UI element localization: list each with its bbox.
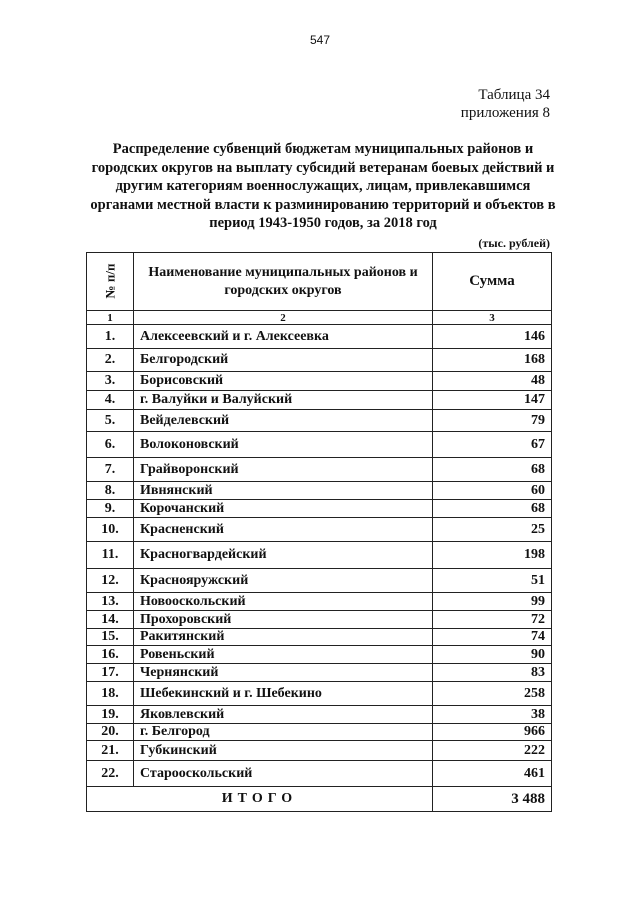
row-name: Прохоровский: [134, 611, 433, 629]
row-number: 8.: [87, 482, 134, 500]
row-number: 2.: [87, 349, 134, 372]
row-value: 146: [433, 325, 552, 349]
row-value: 79: [433, 410, 552, 432]
total-row: [87, 787, 552, 812]
table-row: [87, 500, 552, 518]
row-number: 5.: [87, 410, 134, 432]
row-number: 1.: [87, 325, 134, 349]
row-name: Краснояружский: [134, 569, 433, 593]
row-number: 6.: [87, 432, 134, 458]
row-value: 72: [433, 611, 552, 629]
row-value: 68: [433, 500, 552, 518]
row-number: 10.: [87, 518, 134, 542]
table-row: [87, 518, 552, 542]
header-num: [87, 253, 134, 311]
units-note: (тыс. рублей): [478, 236, 550, 250]
row-name: Губкинский: [134, 741, 433, 761]
row-number: 7.: [87, 458, 134, 482]
row-value: 99: [433, 593, 552, 611]
row-name: Корочанский: [134, 500, 433, 518]
table-row: [87, 593, 552, 611]
row-value: 222: [433, 741, 552, 761]
subvention-table: [86, 252, 552, 812]
row-number: 21.: [87, 741, 134, 761]
row-value: 48: [433, 372, 552, 391]
row-value: 38: [433, 706, 552, 724]
table-row: [87, 724, 552, 741]
table-caption-line2: приложения 8: [460, 105, 550, 121]
row-name: Вейделевский: [134, 410, 433, 432]
table-row: [87, 682, 552, 706]
total-label: ИТОГО: [87, 787, 433, 812]
row-number: 19.: [87, 706, 134, 724]
row-value: 168: [433, 349, 552, 372]
row-name: Шебекинский и г. Шебекино: [134, 682, 433, 706]
row-value: 966: [433, 724, 552, 741]
row-value: 74: [433, 629, 552, 646]
table-row: [87, 706, 552, 724]
col-index-2: 2: [134, 311, 433, 325]
row-name: Старооскольский: [134, 761, 433, 787]
row-number: 9.: [87, 500, 134, 518]
column-index-row: [87, 311, 552, 325]
row-value: 258: [433, 682, 552, 706]
table-row: [87, 372, 552, 391]
row-value: 60: [433, 482, 552, 500]
row-number: 18.: [87, 682, 134, 706]
col-index-3: 3: [433, 311, 552, 325]
row-name: г. Белгород: [134, 724, 433, 741]
row-name: Чернянский: [134, 664, 433, 682]
row-name: Красненский: [134, 518, 433, 542]
table-row: [87, 741, 552, 761]
row-number: 20.: [87, 724, 134, 741]
table-header-row: [87, 253, 552, 311]
row-number: 16.: [87, 646, 134, 664]
row-name: Ракитянский: [134, 629, 433, 646]
row-number: 3.: [87, 372, 134, 391]
header-name: Наименование муниципальных районов и городских округов: [134, 253, 433, 311]
table-row: [87, 410, 552, 432]
row-name: г. Валуйки и Валуйский: [134, 391, 433, 410]
table-row: [87, 432, 552, 458]
row-value: 51: [433, 569, 552, 593]
row-number: 14.: [87, 611, 134, 629]
table-body: [87, 325, 552, 787]
table-row: [87, 458, 552, 482]
row-name: Грайворонский: [134, 458, 433, 482]
row-name: Новооскольский: [134, 593, 433, 611]
row-number: 12.: [87, 569, 134, 593]
table-row: [87, 569, 552, 593]
col-index-1: 1: [87, 311, 134, 325]
row-name: Ровеньский: [134, 646, 433, 664]
row-number: 22.: [87, 761, 134, 787]
row-value: 90: [433, 646, 552, 664]
header-sum: Сумма: [433, 253, 552, 311]
page-number: 547: [309, 33, 331, 47]
row-value: 198: [433, 542, 552, 569]
row-name: Красногвардейский: [134, 542, 433, 569]
row-name: Ивнянский: [134, 482, 433, 500]
row-value: 147: [433, 391, 552, 410]
row-value: 25: [433, 518, 552, 542]
row-value: 68: [433, 458, 552, 482]
row-name: Белгородский: [134, 349, 433, 372]
table-row: [87, 629, 552, 646]
table-row: [87, 349, 552, 372]
table-row: [87, 646, 552, 664]
row-name: Алексеевский и г. Алексеевка: [134, 325, 433, 349]
header-num-label: № п/п: [102, 263, 117, 299]
table-row: [87, 482, 552, 500]
table-row: [87, 664, 552, 682]
row-number: 13.: [87, 593, 134, 611]
row-number: 11.: [87, 542, 134, 569]
document-title: Распределение субвенций бюджетам муниципальных районов и городских округов на выплату субсидий ветеранам боевых действий и другим категориям военнослужащих, лицам, привлекавшимся органами местной власти к разминированию территорий и объектов в период 1943-1950 годов, за 2018 год: [90, 141, 556, 231]
row-name: Борисовский: [134, 372, 433, 391]
table-row: [87, 391, 552, 410]
row-number: 17.: [87, 664, 134, 682]
table-caption-line1: Таблица 34: [478, 87, 550, 103]
row-name: Волоконовский: [134, 432, 433, 458]
row-name: Яковлевский: [134, 706, 433, 724]
table-row: [87, 325, 552, 349]
row-value: 461: [433, 761, 552, 787]
table-row: [87, 761, 552, 787]
total-value: 3 488: [433, 787, 552, 812]
table-row: [87, 611, 552, 629]
row-value: 67: [433, 432, 552, 458]
table-row: [87, 542, 552, 569]
row-number: 15.: [87, 629, 134, 646]
row-number: 4.: [87, 391, 134, 410]
row-value: 83: [433, 664, 552, 682]
